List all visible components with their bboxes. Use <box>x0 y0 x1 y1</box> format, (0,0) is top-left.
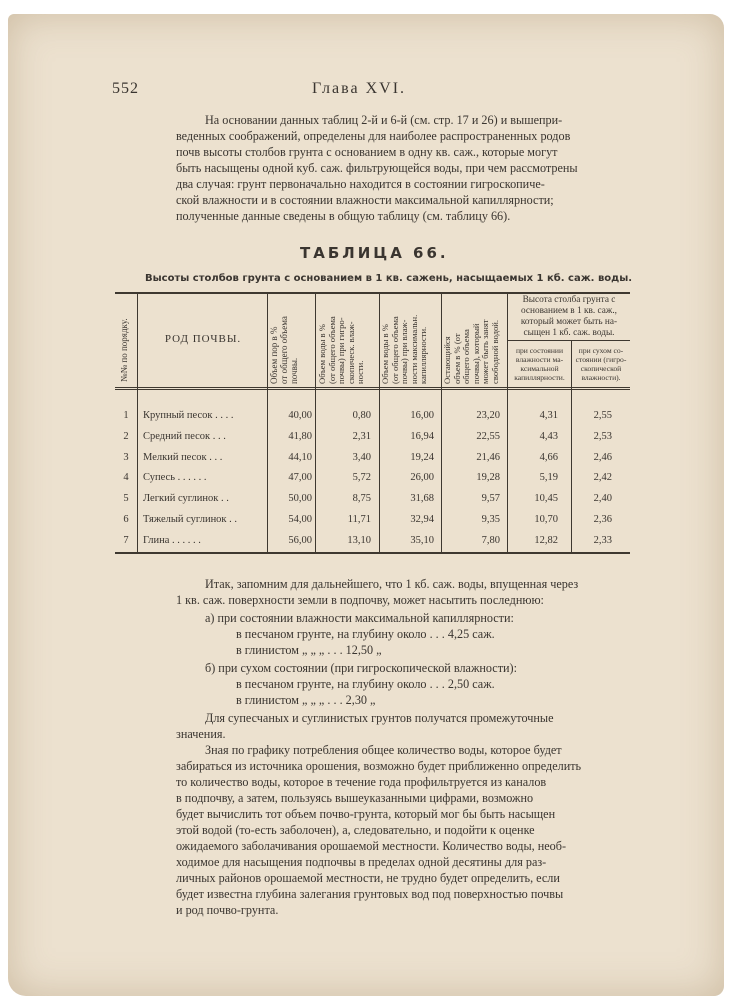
table-top-rule <box>115 292 630 294</box>
cell-height-dry: 2,33 <box>593 534 612 546</box>
header-capillary-water: Объем воды в % (от общего объема почвы) при влаж- ности максимальн. капиллярности. <box>380 314 429 384</box>
cell-pore-volume: 44,10 <box>288 451 312 463</box>
cell-number: 4 <box>123 472 129 484</box>
final-line: то количество воды, которое в течение года профильтруется из каналов <box>176 775 547 789</box>
summary-line: Для супесчаных и суглинистых грунтов получатся промежуточные <box>205 711 554 725</box>
intro-line: ской влажности и в состоянии влажности максимальной капиллярности; <box>176 193 554 207</box>
cell-number: 1 <box>123 410 129 421</box>
cell-height-dry: 2,40 <box>593 493 612 505</box>
summary-line: а) при состоянии влажности максимальной капиллярности: <box>205 611 514 625</box>
intro-line: два случая: грунт первоначально находится в состоянии гигроскопиче- <box>176 177 545 191</box>
table-title: ТАБЛИЦА 66. <box>300 244 449 262</box>
header-pore-volume: Объем пор в % от общего объема почвы. <box>269 316 299 384</box>
cell-capillary-water: 35,10 <box>410 534 434 546</box>
header-soil-type: РОД ПОЧВЫ. <box>164 333 242 345</box>
cell-height-dry: 2,42 <box>593 472 612 484</box>
cell-height-capillary: 10,45 <box>534 493 558 505</box>
final-line: этой водой (то-есть заболочен), а, следовательно, и подойти к оценке <box>176 823 535 837</box>
cell-pore-volume: 40,00 <box>288 410 312 421</box>
cell-soil-type: Супесь . . . . . . <box>143 472 207 484</box>
final-line: ходимое для насыщения подпочвы в пределах одной десятины для раз- <box>176 855 547 869</box>
cell-height-capillary: 12,82 <box>534 534 558 546</box>
header-column-height: Высота столба грунта с основанием в 1 кв. саж., который может быть на- сыщен 1 кб. саж. воды. <box>520 295 618 338</box>
summary-line: Итак, запомним для дальнейшего, что 1 кб. саж. воды, впущенная через <box>205 577 579 591</box>
cell-hygroscopic-water: 5,72 <box>352 472 371 484</box>
final-line: ожидаемого заболачивания орошаемой местности. Количество воды, необ- <box>176 839 567 853</box>
cell-pore-volume: 41,80 <box>288 430 312 442</box>
summary-line: в глинистом „ „ „ . . . 2,30 „ <box>236 693 376 707</box>
column-rule <box>137 292 138 554</box>
cell-soil-type: Тяжелый суглинок . . <box>143 514 238 525</box>
intro-line: быть насыщены одной куб. саж. фильтрующейся воды, при чем рассмотрены <box>176 161 578 175</box>
table-bottom-rule <box>115 552 630 554</box>
cell-hygroscopic-water: 8,75 <box>352 493 371 505</box>
cell-capillary-water: 26,00 <box>410 472 434 484</box>
summary-line: в песчаном грунте, на глубину около . . . 4,25 саж. <box>236 627 495 641</box>
cell-height-capillary: 4,31 <box>539 410 558 421</box>
cell-capillary-water: 16,00 <box>410 410 434 421</box>
cell-height-capillary: 10,70 <box>534 514 558 525</box>
cell-capillary-water: 19,24 <box>410 451 434 463</box>
summary-line: 1 кв. саж. поверхности земли в подпочву, может насытить последнюю: <box>176 593 544 607</box>
intro-line: почв высоты столбов грунта с основанием в одну кв. саж., которые могут <box>176 145 558 159</box>
final-line: будет известна глубина залегания грунтовых вод под поверхностью почвы <box>176 887 564 901</box>
cell-capillary-water: 31,68 <box>410 493 434 505</box>
cell-number: 6 <box>123 514 129 525</box>
cell-pore-volume: 47,00 <box>288 472 312 484</box>
final-line: забираться из источника орошения, возможно будет приближенно определить <box>176 759 582 773</box>
cell-hygroscopic-water: 11,71 <box>347 514 371 525</box>
cell-number: 7 <box>123 534 129 546</box>
cell-free-volume: 19,28 <box>476 472 500 484</box>
cell-pore-volume: 56,00 <box>288 534 312 546</box>
cell-free-volume: 22,55 <box>476 430 500 442</box>
cell-height-capillary: 4,66 <box>539 451 558 463</box>
cell-capillary-water: 16,94 <box>410 430 434 442</box>
final-line: Зная по графику потребления общее количество воды, которое будет <box>205 743 562 757</box>
cell-hygroscopic-water: 0,80 <box>352 410 371 421</box>
header-bottom-rule <box>115 387 630 388</box>
intro-line: веденных соображений, определены для наиболее распространенных родов <box>176 129 571 143</box>
cell-free-volume: 23,20 <box>476 410 500 421</box>
cell-soil-type: Легкий суглинок . . <box>143 493 229 505</box>
cell-height-dry: 2,55 <box>593 410 612 421</box>
cell-number: 3 <box>123 451 129 463</box>
cell-free-volume: 9,35 <box>481 514 500 525</box>
cell-pore-volume: 50,00 <box>288 493 312 505</box>
intro-line: На основании данных таблиц 2-й и 6-й (см. стр. 17 и 26) и вышепри- <box>205 113 563 127</box>
page-number: 552 <box>112 80 139 97</box>
cell-hygroscopic-water: 13,10 <box>347 534 371 546</box>
cell-soil-type: Мелкий песок . . . <box>143 451 223 463</box>
header-number: №№ по порядку. <box>119 318 129 382</box>
cell-free-volume: 7,80 <box>481 534 500 546</box>
header-height-dry: при сухом со- стоянии (гигро- скопической влажности). <box>575 346 627 382</box>
summary-line: б) при сухом состоянии (при гигроскопической влажности): <box>205 661 517 675</box>
cell-soil-type: Крупный песок . . . . <box>143 410 234 421</box>
header-hygroscopic-water: Объем воды в % (от общего объема почвы) при гигро- скопическ. влаж- ности. <box>317 316 366 384</box>
cell-free-volume: 21,46 <box>476 451 500 463</box>
final-line: будет вычислить тот объем почво-грунта, который мог бы быть насыщен <box>176 807 556 821</box>
cell-height-dry: 2,53 <box>593 430 612 442</box>
group-header-rule <box>507 340 630 341</box>
header-bottom-rule <box>115 389 630 390</box>
cell-soil-type: Глина . . . . . . <box>143 534 201 546</box>
cell-capillary-water: 32,94 <box>410 514 434 525</box>
header-free-volume: Остающийся объем в % (от общего объема почвы), который может быть занят свободной водой. <box>442 319 500 384</box>
cell-height-capillary: 4,43 <box>539 430 558 442</box>
soil-table <box>115 292 630 554</box>
cell-hygroscopic-water: 2,31 <box>352 430 371 442</box>
summary-line: в песчаном грунте, на глубину около . . . 2,50 саж. <box>236 677 495 691</box>
table-caption: Высоты столбов грунта с основанием в 1 кв. сажень, насыщаемых 1 кб. саж. воды. <box>145 273 633 284</box>
cell-number: 2 <box>123 430 129 442</box>
final-line: в подпочву, а затем, пользуясь вышеуказанными цифрами, возможно <box>176 791 534 805</box>
cell-hygroscopic-water: 3,40 <box>352 451 371 463</box>
final-line: личных районов орошаемой местности, не трудно будет определить, если <box>176 871 560 885</box>
summary-line: в глинистом „ „ „ . . . 12,50 „ <box>236 643 382 657</box>
cell-number: 5 <box>123 493 129 505</box>
final-line: и род почво-грунта. <box>176 903 279 917</box>
cell-free-volume: 9,57 <box>481 493 500 505</box>
chapter-heading: Глава XVI. <box>312 80 407 97</box>
cell-height-capillary: 5,19 <box>539 472 558 484</box>
cell-soil-type: Средний песок . . . <box>143 430 226 442</box>
summary-line: значения. <box>176 727 226 741</box>
header-height-capillary: при состоянии влажности ма- ксимальной капиллярности. <box>514 346 565 382</box>
intro-line: полученные данные сведены в общую таблицу (см. таблицу 66). <box>176 209 511 223</box>
cell-height-dry: 2,36 <box>593 514 612 525</box>
cell-height-dry: 2,46 <box>593 451 612 463</box>
cell-pore-volume: 54,00 <box>288 514 312 525</box>
